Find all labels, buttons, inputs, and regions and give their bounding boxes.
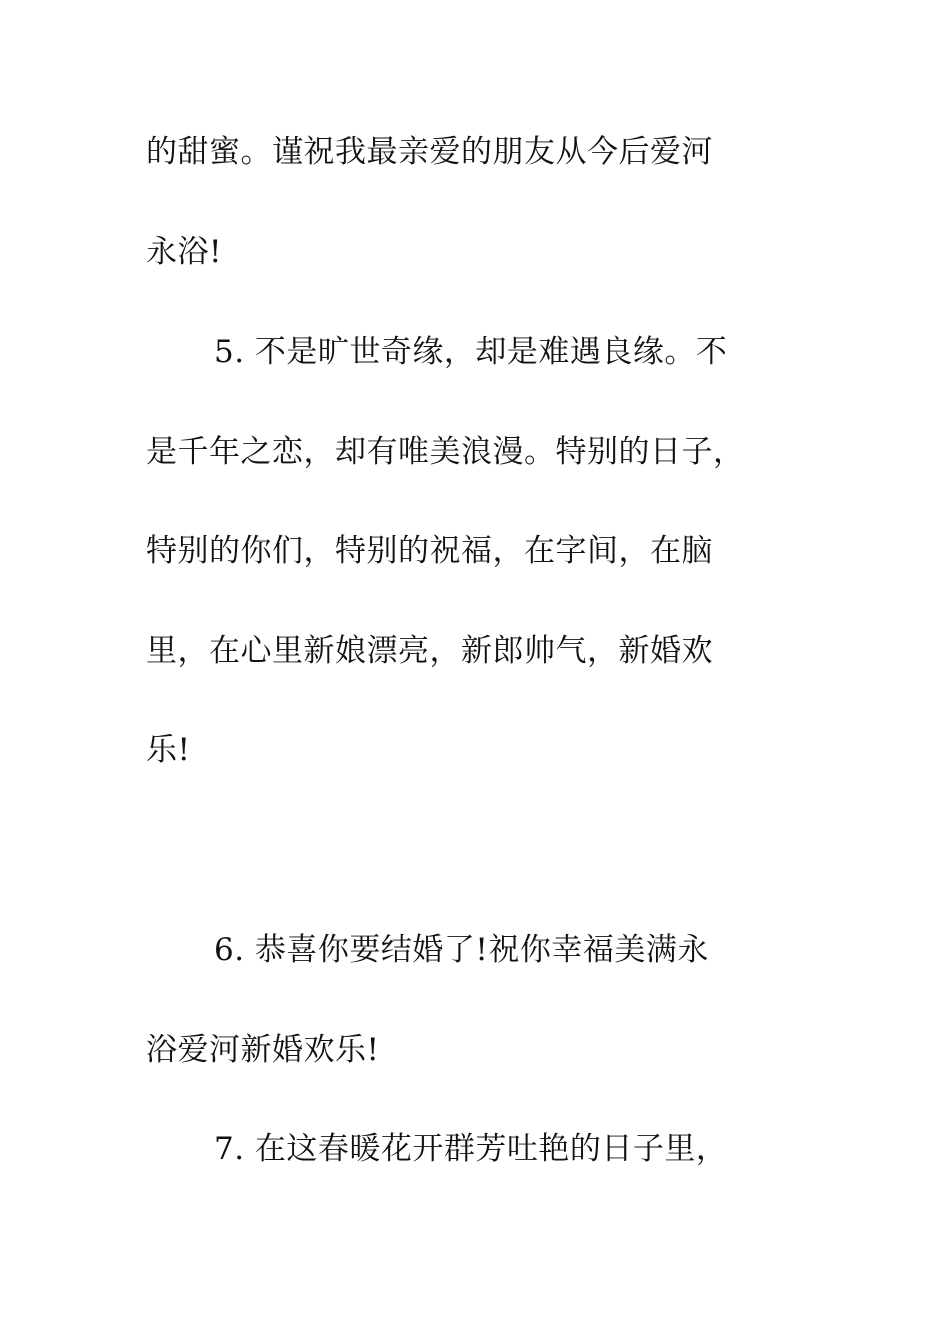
text-line: 永浴! [146, 234, 222, 270]
text-line: 里，在心里新娘漂亮，新郎帅气，新婚欢 [146, 633, 713, 669]
paragraph-6-start: 6. 恭喜你要结婚了!祝你幸福美满永 [214, 932, 709, 968]
text-line: 浴爱河新婚欢乐! [146, 1032, 380, 1068]
text-line: 乐! [146, 732, 191, 768]
paragraph-5-start: 5. 不是旷世奇缘，却是难遇良缘。不 [214, 334, 728, 370]
text-line: 是千年之恋，却有唯美浪漫。特别的日子， [146, 434, 745, 470]
text-line: 特别的你们，特别的祝福，在字间，在脑 [146, 533, 713, 569]
paragraph-7-start: 7. 在这春暖花开群芳吐艳的日子里， [214, 1131, 728, 1167]
text-line: 的甜蜜。谨祝我最亲爱的朋友从今后爱河 [146, 134, 713, 170]
